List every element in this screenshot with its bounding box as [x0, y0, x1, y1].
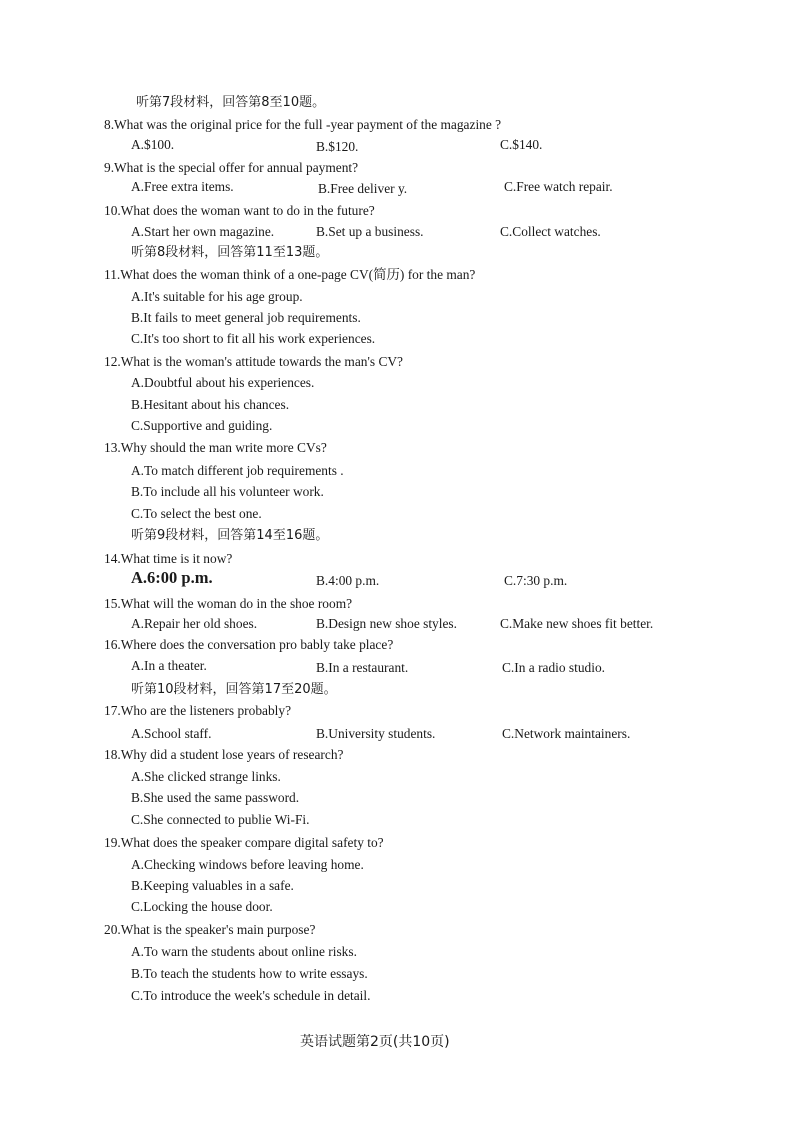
question-17-option-b: B.University students. [316, 726, 436, 741]
question-16-option-b: B.In a restaurant. [316, 660, 409, 675]
question-15-option-a: A.Repair her old shoes. [131, 616, 258, 631]
question-8-stem: 8.What was the original price for the full -year payment of the magazine ? [104, 117, 502, 132]
question-8-option-c: C.$140. [500, 137, 543, 152]
question-18-stem: 18.Why did a student lose years of research? [104, 747, 344, 762]
question-17-option-c: C.Network maintainers. [502, 726, 631, 741]
question-18-option-b: B.She used the same password. [131, 790, 300, 805]
question-11-option-b: B.It fails to meet general job requirements. [131, 310, 361, 325]
question-15-option-c: C.Make new shoes fit better. [500, 616, 654, 631]
section-8-heading: 听第8段材料，回答第11至13题。 [131, 245, 329, 260]
question-12-stem: 12.What is the woman's attitude towards the man's CV? [104, 354, 403, 369]
question-15-stem: 15.What will the woman do in the shoe room? [104, 596, 353, 611]
question-10-option-b: B.Set up a business. [316, 224, 424, 239]
question-13-option-c: C.To select the best one. [131, 506, 262, 521]
question-13-option-a: A.To match different job requirements . [131, 463, 344, 478]
question-18-option-a: A.She clicked strange links. [131, 769, 281, 784]
question-16-stem: 16.Where does the conversation pro bably take place? [104, 637, 394, 652]
question-14-option-a: A.6:00 p.m. [131, 568, 213, 587]
question-14-stem: 14.What time is it now? [104, 551, 233, 566]
question-17-stem: 17.Who are the listeners probably? [104, 703, 292, 718]
question-20-option-c: C.To introduce the week's schedule in detail. [131, 988, 371, 1003]
question-19-option-c: C.Locking the house door. [131, 899, 273, 914]
question-13-stem: 13.Why should the man write more CVs? [104, 440, 327, 455]
question-12-option-a: A.Doubtful about his experiences. [131, 375, 315, 390]
question-14-option-b: B.4:00 p.m. [316, 573, 380, 588]
question-19-option-b: B.Keeping valuables in a safe. [131, 878, 294, 893]
question-9-stem: 9.What is the special offer for annual payment? [104, 160, 359, 175]
question-8-option-b: B.$120. [316, 139, 359, 154]
question-14-option-c: C.7:30 p.m. [504, 573, 568, 588]
question-12-option-c: C.Supportive and guiding. [131, 418, 273, 433]
question-19-stem: 19.What does the speaker compare digital safety to? [104, 835, 384, 850]
question-17-option-a: A.School staff. [131, 726, 212, 741]
question-15-option-b: B.Design new shoe styles. [316, 616, 457, 631]
question-20-stem: 20.What is the speaker's main purpose? [104, 922, 316, 937]
question-10-option-a: A.Start her own magazine. [131, 224, 275, 239]
question-11-option-c: C.It's too short to fit all his work experiences. [131, 331, 376, 346]
question-8-option-a: A.$100. [131, 137, 175, 152]
question-10-stem: 10.What does the woman want to do in the future? [104, 203, 375, 218]
question-11-option-a: A.It's suitable for his age group. [131, 289, 303, 304]
page-footer: 英语试题第2页(共10页) [300, 1034, 450, 1050]
question-11-stem: 11.What does the woman think of a one-page CV(简历) for the man? [104, 267, 476, 282]
question-9-option-c: C.Free watch repair. [504, 179, 613, 194]
section-9-heading: 听第9段材料，回答第14至16题。 [131, 528, 329, 543]
question-9-option-a: A.Free extra items. [131, 179, 234, 194]
section-7-heading: 听第7段材料，回答第8至10题。 [136, 95, 326, 110]
question-20-option-b: B.To teach the students how to write essays. [131, 966, 368, 981]
question-18-option-c: C.She connected to publie Wi-Fi. [131, 812, 310, 827]
question-16-option-a: A.In a theater. [131, 658, 207, 673]
section-10-heading: 听第10段材料，回答第17至20题。 [131, 682, 337, 697]
question-20-option-a: A.To warn the students about online risks. [131, 944, 357, 959]
question-12-option-b: B.Hesitant about his chances. [131, 397, 290, 412]
question-9-option-b: B.Free deliver y. [318, 181, 408, 196]
question-19-option-a: A.Checking windows before leaving home. [131, 857, 364, 872]
question-16-option-c: C.In a radio studio. [502, 660, 606, 675]
question-13-option-b: B.To include all his volunteer work. [131, 484, 324, 499]
question-10-option-c: C.Collect watches. [500, 224, 601, 239]
